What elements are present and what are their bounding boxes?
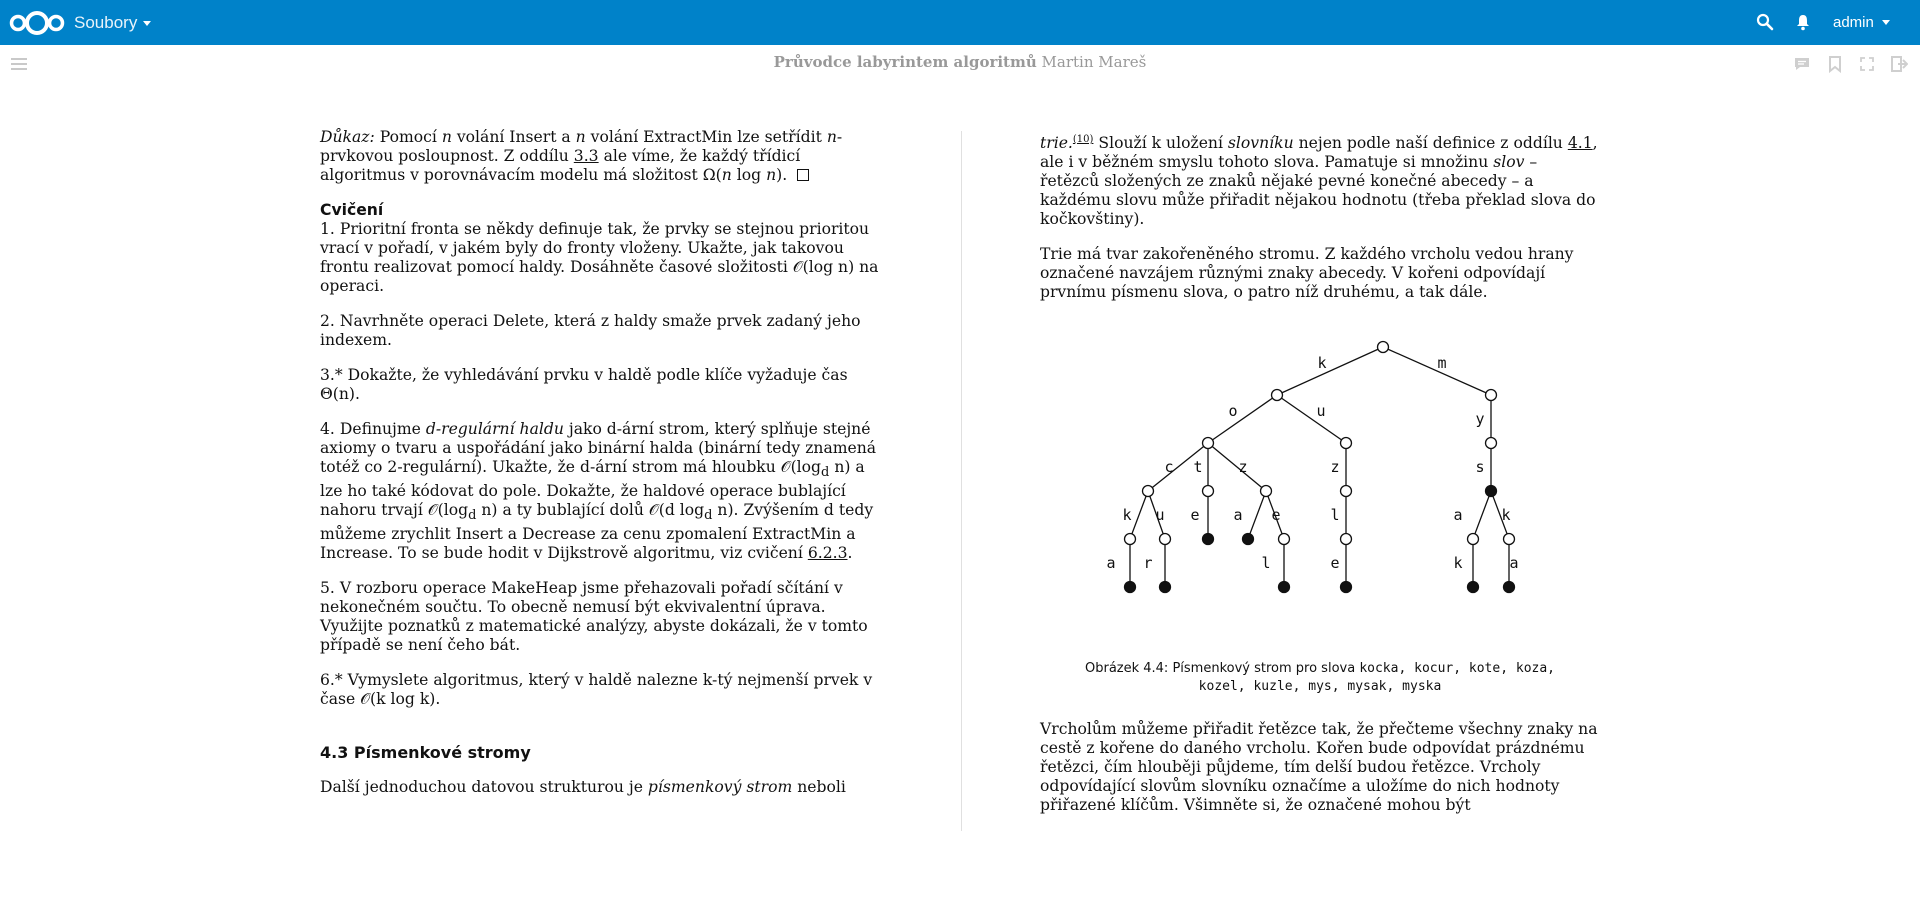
trie-edge-label: t	[1193, 458, 1203, 477]
trie-node	[1378, 342, 1389, 353]
footnote-link[interactable]: (10)	[1072, 134, 1094, 145]
text: – řetězců složených ze znaků nějaké pevné konečné abecedy – a každému slovu může přiřadit nějakou hodnotu (třeba překlad slova do kočkovštiny).	[1040, 153, 1596, 229]
trie-edge-label: e	[1330, 554, 1340, 573]
trie-edge	[1208, 395, 1277, 443]
trie-node	[1261, 486, 1272, 497]
math: n	[826, 128, 837, 146]
text: -prvkovou posloupnost. Z oddílu	[320, 128, 843, 165]
document-title	[0, 53, 1920, 71]
term: d-regulární haldu	[425, 420, 564, 438]
trie-edge-label: r	[1143, 554, 1153, 573]
comment-icon[interactable]	[1793, 55, 1811, 73]
fullscreen-icon[interactable]	[1858, 55, 1876, 73]
trie-node	[1203, 486, 1214, 497]
subscript: d	[468, 508, 477, 524]
exercise-2: 2. Navrhněte operaci Delete, která z haldy smaže prvek zadaný jeho indexem.	[320, 312, 861, 349]
text: jako d-ární strom, který splňuje stejné axiomy o tvaru a uspořádání jako binární halda (binární tedy znamená totéž co 2-regulární). Ukažte, že d-ární strom má hloubku 𝒪(log	[320, 420, 877, 476]
trie-word-node	[1504, 582, 1515, 593]
trie-diagram	[1040, 326, 1600, 656]
trie-node	[1341, 486, 1352, 497]
trie-node	[1160, 534, 1171, 545]
trie-shape-paragraph: Trie má tvar zakořeněného stromu. Z každého vrcholu vedou hrany označené navzájem různými znaky abecedy. V kořeni odpovídají prvnímu písmenu slova, o patro níž druhému, a tak dále.	[1040, 245, 1574, 302]
term: slov	[1493, 153, 1525, 172]
trie-node	[1143, 486, 1154, 497]
text: 4. Definujme	[320, 420, 426, 438]
nextcloud-logo-icon[interactable]	[8, 10, 66, 36]
page-left	[320, 128, 880, 813]
bookmark-icon[interactable]	[1826, 55, 1844, 73]
trie-node	[1125, 534, 1136, 545]
trie-word-node	[1279, 582, 1290, 593]
trie-word-node	[1125, 582, 1136, 593]
chevron-down-icon	[1882, 20, 1890, 25]
trie-edge-label: y	[1475, 410, 1485, 429]
figure-caption	[1040, 660, 1600, 696]
trie-edge-label: u	[1316, 402, 1326, 421]
text: nejen podle naší definice z oddílu	[1293, 134, 1568, 153]
trie-word-node	[1243, 534, 1254, 545]
trie-edge-label: k	[1501, 506, 1511, 525]
book-author: Martin Mareš	[1041, 53, 1147, 71]
trie-strings-paragraph: Vrcholům můžeme přiřadit řetězce tak, že přečteme všechny znaky na cestě z kořene do daného vrcholu. Kořen bude odpovídat prázdnému řetězci, čím hlouběji půjdeme, tím delší budou řetězce. Vrcholy odpovídající slovům slovníku označíme a uložíme do nich hodnoty přiřazené klíčům. Všimněte si, že označené mohou být	[1040, 720, 1598, 815]
trie-edge-label: c	[1164, 458, 1174, 477]
caption-text: Obrázek 4.4: Písmenkový strom pro slova	[1084, 661, 1360, 677]
text: Pomocí	[374, 128, 442, 146]
trie-edge-label: u	[1155, 506, 1165, 525]
text: volání Insert a	[451, 128, 576, 146]
text: ).	[776, 166, 788, 184]
math: n	[766, 166, 777, 184]
trie-edge-label: e	[1271, 506, 1281, 525]
trie-edge-label: z	[1330, 458, 1340, 477]
trie-word-node	[1203, 534, 1214, 545]
trie-edge-label: o	[1228, 402, 1238, 421]
trie-node	[1203, 438, 1214, 449]
trie-edge-label: l	[1261, 554, 1271, 573]
app-name: Soubory	[74, 13, 138, 32]
reference-link[interactable]: 3.3	[573, 147, 599, 165]
trie-edge	[1277, 395, 1346, 443]
chevron-down-icon	[143, 21, 151, 26]
section-heading: 4.3 Písmenkové stromy	[320, 743, 531, 763]
proof-label: Důkaz:	[320, 128, 375, 146]
exercise-6: 6.* Vymyslete algoritmus, který v haldě nalezne k-tý nejmenší prvek v čase 𝒪(k log k).	[320, 671, 873, 709]
trie-edge-label: k	[1122, 506, 1132, 525]
text: log	[731, 166, 767, 184]
trie-edge-label: a	[1509, 554, 1519, 573]
caption-words: kozel, kuzle, mys, mysak, myska	[1198, 679, 1442, 695]
subscript: d	[821, 465, 830, 481]
reference-link[interactable]: 4.1	[1567, 134, 1593, 153]
page-right	[1040, 128, 1600, 815]
top-bar	[0, 0, 1920, 45]
trie-node	[1341, 438, 1352, 449]
trie-node	[1272, 390, 1283, 401]
bell-icon[interactable]	[1795, 13, 1811, 31]
reference-link[interactable]: 6.2.3	[807, 544, 848, 563]
trie-edge-label: a	[1233, 506, 1243, 525]
trie-edge-label: z	[1238, 458, 1248, 477]
trie-edge-label: k	[1317, 354, 1327, 373]
trie-edge	[1208, 443, 1266, 491]
trie-node	[1468, 534, 1479, 545]
caption-words: kocka, kocur, kote, koza,	[1359, 661, 1555, 677]
trie-edge-label: a	[1106, 554, 1116, 573]
trie-edge	[1473, 491, 1491, 539]
proof-paragraph	[320, 128, 880, 185]
trie-word-node	[1341, 582, 1352, 593]
trie-word-node	[1160, 582, 1171, 593]
trie-node	[1504, 534, 1515, 545]
math: n	[721, 166, 732, 184]
trie-edge	[1277, 347, 1383, 395]
trie-edge	[1130, 491, 1148, 539]
trie-edge-label: m	[1437, 354, 1447, 373]
qed-box	[797, 169, 809, 181]
text: volání ExtractMin lze setřídit	[585, 128, 827, 146]
exercise-5: 5. V rozboru operace MakeHeap jsme přehazovali pořadí sčítání v nekonečném součtu. To obecně nemusí být ekvivalentní úprava. Využijte poznatků z matematické analýzy, abyste dokázali, že v tomto případě se není čeho bát.	[320, 579, 868, 655]
text: n). Zvýšením d tedy můžeme zrychlit Insert a Decrease za cenu zpomalení ExtractMin a Increase. To se bude hodit v Dijkstrově algoritmu, viz cvičení	[320, 501, 874, 563]
search-icon[interactable]	[1756, 13, 1774, 31]
text: Slouží k uložení	[1093, 134, 1228, 153]
trie-edge-label: s	[1475, 458, 1485, 477]
trie-edge-label: e	[1190, 506, 1200, 525]
math: n	[441, 128, 452, 146]
text: neboli	[792, 778, 846, 797]
math: n	[575, 128, 586, 146]
trie-node	[1279, 534, 1290, 545]
text: n) a ty bublající dolů 𝒪(d log	[476, 501, 705, 520]
trie-node	[1341, 534, 1352, 545]
trie-edge	[1248, 491, 1266, 539]
term: písmenkový strom	[647, 778, 793, 797]
user-menu[interactable]	[1833, 14, 1890, 31]
exercise-4	[320, 420, 880, 563]
text: , ale i v běžném smyslu tohoto slova. Pamatuje si množinu	[1040, 134, 1598, 172]
term: slovníku	[1227, 134, 1294, 153]
subscript: d	[704, 508, 713, 524]
exercise-3: 3.* Dokažte, že vyhledávání prvku v haldě podle klíče vyžaduje čas Θ(n).	[320, 366, 848, 403]
page-divider	[961, 131, 962, 831]
text: Další jednoduchou datovou strukturou je	[320, 778, 648, 797]
user-name: admin	[1833, 14, 1874, 31]
section-intro	[320, 778, 880, 797]
trie-edge-label: l	[1330, 506, 1340, 525]
exercise-1: 1. Prioritní fronta se někdy definuje tak, že prvky se stejnou prioritou vrací v pořadí, v jakém byly do fronty vloženy. Ukažte, jak takovou frontu realizovat pomocí haldy. Dosáhněte časové složitosti 𝒪(log n) na operaci.	[320, 220, 879, 295]
text: n) a lze ho také kódovat do pole. Dokažte, že haldové operace bublající nahoru trvají 𝒪(log	[320, 458, 865, 520]
trie-word-node	[1468, 582, 1479, 593]
trie-node	[1486, 438, 1497, 449]
book-title: Průvodce labyrintem algoritmů	[773, 53, 1037, 71]
exercises-heading: Cvičení	[320, 201, 384, 219]
trie-paragraph	[1040, 130, 1600, 229]
trie-node	[1486, 390, 1497, 401]
trie-word-node	[1486, 486, 1497, 497]
term: trie.	[1040, 134, 1073, 153]
trie-edge-label: a	[1453, 506, 1463, 525]
trie-edge-label: k	[1453, 554, 1463, 573]
viewer-toolbar	[0, 45, 1920, 83]
text: ale víme, že každý třídicí algoritmus v porovnávacím modelu má složitost Ω(	[320, 147, 801, 184]
app-menu[interactable]	[74, 13, 151, 33]
exit-icon[interactable]	[1890, 55, 1908, 73]
text: .	[847, 544, 853, 563]
